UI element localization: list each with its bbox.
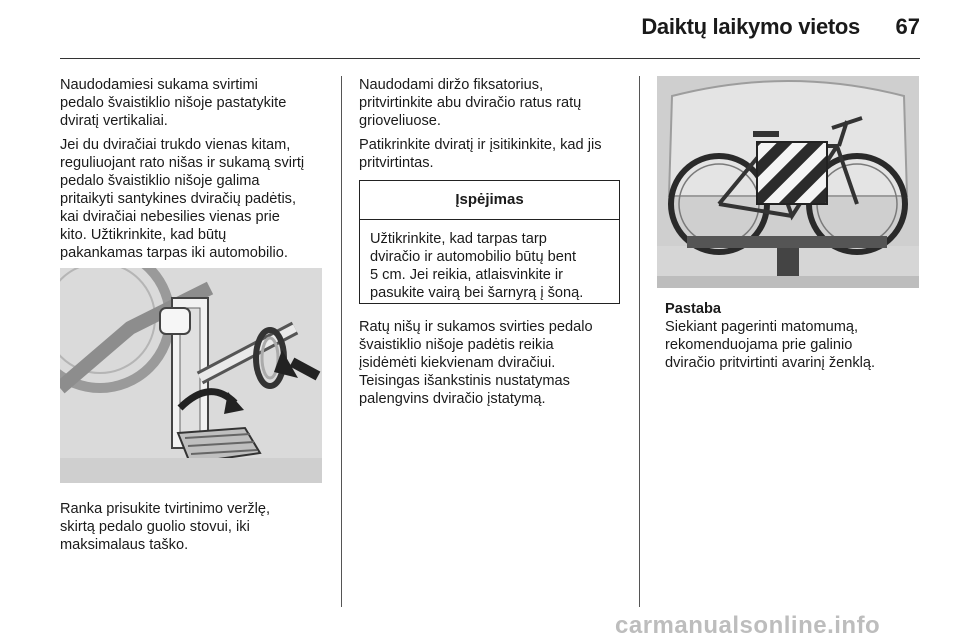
paragraph-tighten-nut: Ranka prisukite tvirtinimo veržlę, skirtą pedalo guolio stovui, iki maksimalaus taško.	[60, 501, 271, 553]
paragraph-rotate-lever: Naudodamiesi sukama svirtimi pedalo švaistiklio nišoje pastatykite dviratį vertikaliai.	[60, 77, 287, 129]
column-divider-1	[341, 76, 342, 607]
note-title: Pastaba	[665, 301, 721, 317]
warning-box	[359, 180, 620, 304]
pedal-holder-drawing	[60, 268, 322, 483]
page-number: 67	[895, 14, 920, 39]
bike-carrier-drawing	[657, 76, 919, 288]
paragraph-two-bikes: Jei du dviračiai trukdo vienas kitam, reguliuojant rato nišas ir sukamą svirtį pedalo švaistiklio nišoje galima pritaikyti santykines dviračių padėtis, kai dviračiai nebesilies vienas prie kito. Užtikrinkite, kad būtų pakankamas tarpas iki automobilio.	[60, 137, 305, 261]
column-divider-2	[639, 76, 640, 607]
column-1	[60, 76, 325, 268]
column-2-lower	[359, 318, 624, 414]
page-section-title: Daiktų laikymo vietos	[641, 14, 860, 39]
header-divider	[60, 58, 920, 59]
note-block	[665, 300, 925, 372]
warning-text: Užtikrinkite, kad tarpas tarp dviračio ir automobilio būtų bent 5 cm. Jei reikia, atlaisvinkite ir pasukite vairą bei šarnyrą į šoną.	[370, 231, 584, 301]
warning-title: Įspėjimas	[360, 181, 619, 220]
paragraph-preset-positions: Ratų nišų ir sukamos svirties pedalo švaistiklio nišoje padėtis reikia įsidėmėti kiekvienam dviračiui. Teisingas išankstinis nustatymas palengvins dviračio įstatymą.	[359, 319, 593, 407]
column-2	[359, 76, 624, 178]
paragraph-strap-fasteners: Naudodami diržo fiksatorius, pritvirtinkite abu dviračio ratus ratų grioveliuose.	[359, 77, 582, 129]
pedal-holder-illustration	[60, 268, 322, 483]
note-text: Siekiant pagerinti matomumą, rekomenduojama prie galinio dviračio pritvirtinti avarinį ženklą.	[665, 319, 876, 371]
bike-carrier-illustration	[657, 76, 919, 288]
column-1-lower	[60, 500, 325, 560]
paragraph-check-bike: Patikrinkite dviratį ir įsitikinkite, kad jis pritvirtintas.	[359, 137, 602, 171]
column-3	[665, 300, 925, 378]
watermark: carmanualsonline.info	[615, 612, 881, 639]
